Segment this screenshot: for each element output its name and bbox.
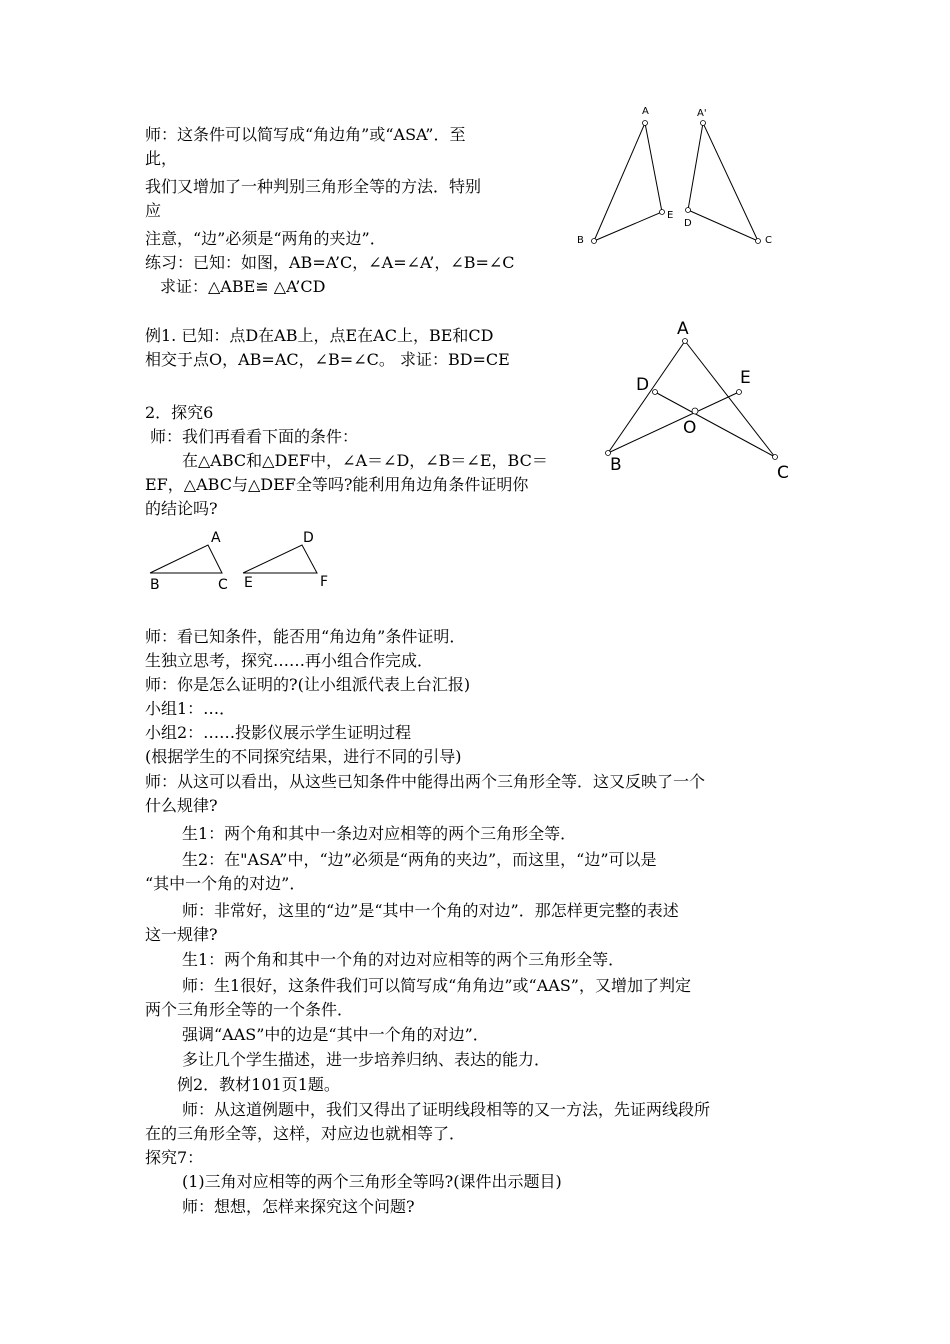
text-line: 生独立思考，探究……再小组合作完成． [145,651,434,670]
text-line: 应 [145,201,162,220]
label-c: C [777,463,789,483]
text-line: 师：看已知条件，能否用“角边角”条件证明． [145,627,466,646]
point-a [683,339,688,344]
text-line: EF，△ABC与△DEF全等吗?能利用角边角条件证明你 [145,475,529,494]
point-e [737,390,742,395]
label-a: A [642,106,649,117]
point-o [692,408,698,414]
text-line: 在△ABC和△DEF中，∠A＝∠D，∠B＝∠E，BC＝ [182,451,548,470]
label-o: O [683,418,697,438]
text-line: 师：想想，怎样来探究这个问题? [182,1197,415,1216]
text-line: 生2：在"ASA”中，“边”必须是“两角的夹边”，而这里，“边”可以是 [182,850,657,869]
label-c: C [218,577,228,593]
point-a [643,121,648,126]
point-d [653,390,658,395]
text-line: 我们又增加了一种判别三角形全等的方法．特别 [145,177,482,196]
text-line: 什么规律? [145,796,218,815]
text-line: 师：非常好，这里的“边”是“其中一个角的对边”．那怎样更完整的表述 [182,901,679,920]
label-c: C [765,235,772,246]
figure-intersecting-triangles [600,310,810,490]
text-line: 练习：已知：如图，AB=A’C，∠A=∠A’，∠B=∠C [145,253,515,272]
label-a: A [211,530,221,546]
label-e: E [244,575,253,591]
text-line: “其中一个角的对边”． [145,874,306,893]
text-line: 探究7： [145,1148,204,1167]
label-b: B [150,577,160,593]
text-line: 师：从这道例题中，我们又得出了证明线段相等的又一方法，先证两线段所 [182,1100,711,1119]
text-line: 此， [145,149,178,168]
text-line: (根据学生的不同探究结果，进行不同的引导) [145,747,462,766]
point-d [686,208,691,213]
text-line: 在的三角形全等，这样，对应边也就相等了． [145,1124,466,1143]
label-f: F [320,574,329,590]
label-e: E [740,368,751,388]
label-d: D [636,375,650,395]
text-line: 生1：两个角和其中一条边对应相等的两个三角形全等． [182,824,577,843]
text-line: 两个三角形全等的一个条件． [145,1000,354,1019]
text-line: 例2．教材101页1题。 [177,1075,340,1094]
text-line: 2．探究6 [145,403,214,422]
point-c [773,455,778,460]
text-line: 小组2：……投影仪展示学生证明过程 [145,723,412,742]
text-line: 这一规律? [145,925,218,944]
text-line: 求证：△ABE≌ △A’CD [160,277,326,296]
text-line: 注意，“边”必须是“两角的夹边”． [145,229,386,248]
text-line: 例1. 已知：点D在AB上，点E在AC上，BE和CD [145,326,494,345]
label-a: A [677,319,689,339]
triangle-abc [150,545,222,573]
text-line: 小组1：…． [145,699,236,718]
text-line: 师：生1很好，这条件我们可以简写成“角角边”或“AAS”，又增加了判定 [182,976,691,995]
text-line: 师：我们再看看下面的条件： [150,427,359,446]
label-a-prime: A' [697,108,707,119]
text-line: 师：你是怎么证明的?(让小组派代表上台汇报) [145,675,471,694]
point-b [592,239,597,244]
figure-small-triangles [140,525,350,597]
text-line: 相交于点O，AB=AC，∠B=∠C。 求证：BD=CE [145,350,510,369]
text-line: 生1：两个角和其中一个角的对边对应相等的两个三角形全等． [182,950,625,969]
triangle-a-prime-cd [688,123,758,241]
label-b: B [610,455,622,475]
label-b: B [577,235,584,246]
text-line: (1)三角对应相等的两个三角形全等吗?(课件出示题目) [182,1172,562,1191]
text-line: 强调“AAS”中的边是“其中一个角的对边”． [182,1025,489,1044]
point-c [756,239,761,244]
label-d: D [303,530,314,546]
label-e: E [667,210,674,221]
text-line: 师：从这可以看出，从这些已知条件中能得出两个三角形全等．这又反映了一个 [145,772,706,791]
text-line: 的结论吗? [145,499,218,518]
triangle-def [243,545,317,573]
text-line: 多让几个学生描述，进一步培养归纳、表达的能力． [182,1050,551,1069]
point-e [660,210,665,215]
point-a-prime [701,121,706,126]
triangle-abe [594,123,662,241]
label-d: D [684,218,692,229]
figure-two-triangles [570,95,790,255]
text-line: 师：这条件可以简写成“角边角”或“ASA”．至 [145,125,466,144]
